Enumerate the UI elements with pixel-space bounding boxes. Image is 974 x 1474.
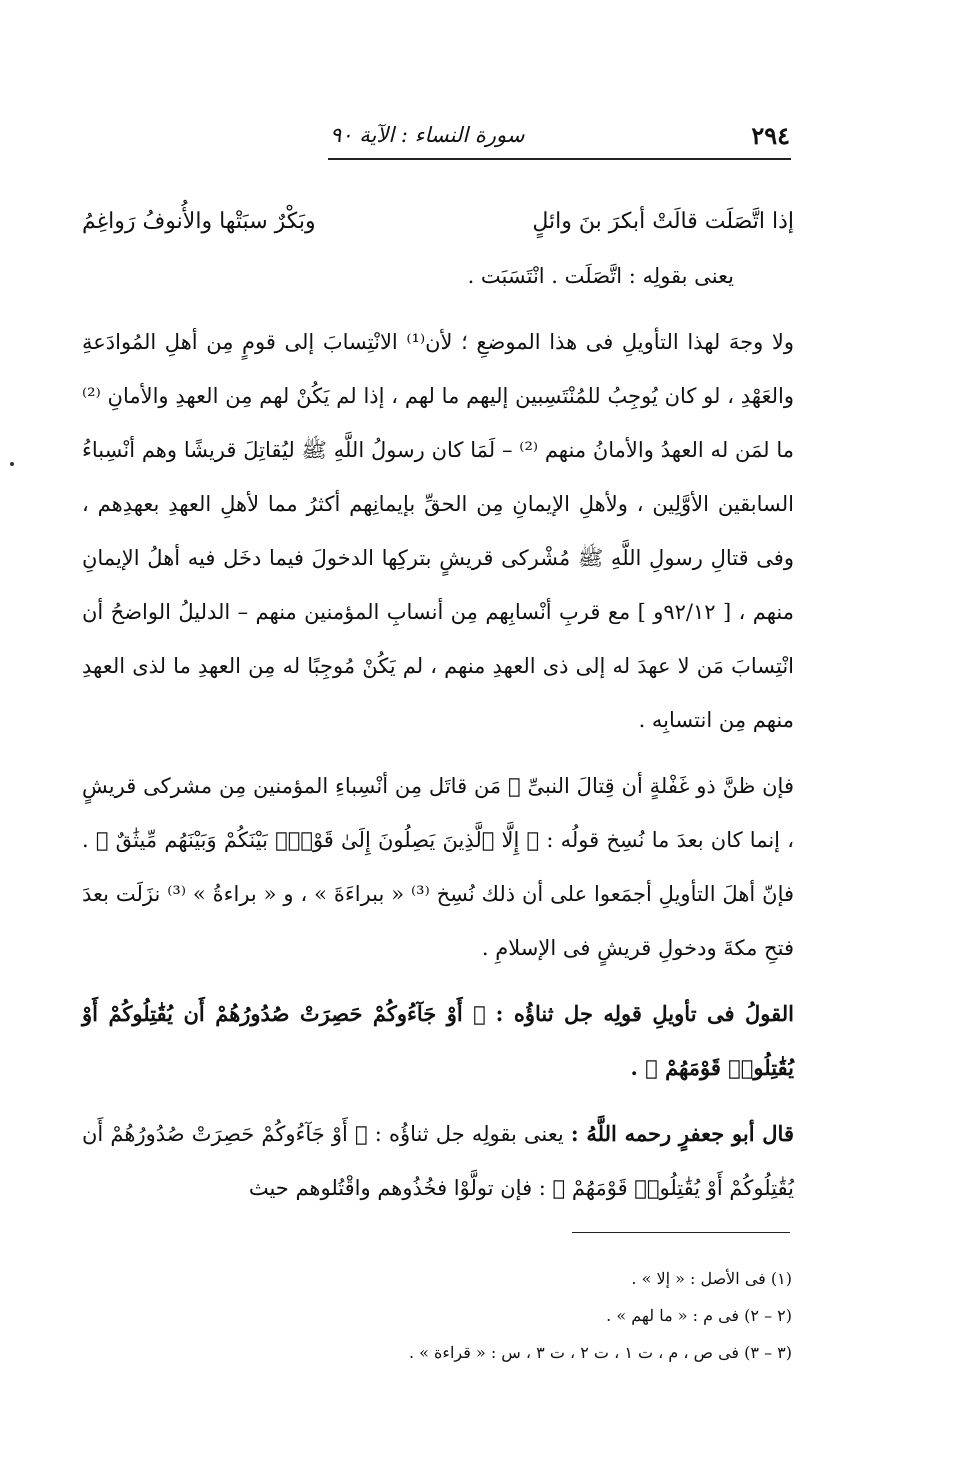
paragraph: ولا وجهَ لهذا التأويلِ فى هذا الموضعِ ؛ لأن⁽¹⁾ الانْتِسابَ إلى قومٍ مِن أهلِ المُوادَعةِ والعَهْدِ ، لو كان يُوجِبُ للمُنْتَسِبين إليهم ما لهم ، إذا لم يَكُنْ لهم مِن العهدِ والأمانِ ⁽²⁾ ما لمَن له العهدُ والأمانُ منهم ⁽²⁾ – لَمَا كان رسولُ اللَّهِ ﷺ ليُقاتِلَ قريشًا وهم أنْسِباءُ السابقين الأوَّلِين ، ولأهلِ الإيمانِ مِن الحقِّ بإيمانِهم أكثرُ مما لأهلِ العهدِ بعهدِهم ، وفى قتالِ رسولِ اللَّهِ ﷺ مُشْركى قريشٍ بتركِها الدخولَ فيما دخَل فيه أهلُ الإيمانِ منهم ، [ ٩٢/١٢و ] مع قربِ أنْسابِهم مِن أنسابِ المؤمنين منهم – الدليلُ الواضحُ أن انْتِسابَ مَن لا عهدَ له إلى ذى العهدِ منهم ، لم يَكُنْ مُوجِبًا له مِن العهدِ ما لذى العهدِ منهم مِن انتسابِه . — [82, 330, 794, 732]
section-heading-label: القولُ فى تأويلِ قولِه جل ثناؤُه : — [495, 1001, 794, 1026]
page-header — [330, 115, 790, 155]
section-heading — [82, 987, 794, 1095]
page-number: ٢٩٤ — [751, 120, 790, 150]
section-heading-quote: ﴿ أَوْ جَآءُوكُمْ حَصِرَتْ صُدُورُهُمْ أَن يُقَٰتِلُوكُمْ أَوْ يُقَٰتِلُوا۟ قَوْمَهُمْ ﴾ . — [82, 1001, 794, 1080]
header-rule — [328, 158, 791, 160]
verse-second-hemistich: وبَكْرٌ سبَتْها والأُنوفُ رَواغِمُ — [82, 209, 316, 234]
footnote: (١) فى الأصل : « إلا » . — [631, 1269, 792, 1288]
closing-paragraph — [82, 1107, 794, 1215]
footnote: (٢ – ٢) فى م : « ما لهم » . — [606, 1306, 792, 1325]
footnote: (٣ – ٣) فى ص ، م ، ت ١ ، ت ٢ ، ت ٣ ، س : « قراءة » . — [408, 1343, 792, 1362]
verse-explanation: يعنى بقولِه : اتَّصَلَت . انْتَسَبَت . — [467, 264, 734, 288]
closing-text: يعنى بقولِه جل ثناؤُه : ﴿ أَوْ جَآءُوكُمْ حَصِرَتْ صُدُورُهُمْ أَن يُقَٰتِلُوكُمْ أَوْ يُقَٰتِلُوا۟ قَوْمَهُمْ ﴾ : فإن تولَّوْا فخُذُوهم واقْتُلوهم حيث — [82, 1122, 794, 1200]
verse-first-hemistich: إذا اتَّصَلَت قالَتْ أبكرَ بنَ وائلٍ — [532, 209, 794, 234]
paragraph: فإن ظنَّ ذو غَفْلةٍ أن قِتالَ النبىِّ ﷺ مَن قاتَل مِن أنْسِباءِ المؤمنين مِن مشركى قريشٍ ، إنما كان بعدَ ما نُسِخ قولُه : ﴿ إِلَّا ٱلَّذِينَ يَصِلُونَ إِلَىٰ قَوْمٍۭ بَيْنَكُمْ وَبَيْنَهُم مِّيثَٰقٌ ﴾ . فإنّ أهلَ التأويلِ أجمَعوا على أن ذلك نُسِخ ⁽³⁾ « ببراءَةَ » ، و « براءةُ » ⁽³⁾ نزَلَت بعدَ فتحِ مكةَ ودخولِ قريشٍ فى الإسلامِ . — [82, 774, 795, 960]
footnote-rule — [572, 1232, 790, 1233]
running-title: سورة النساء : الآية ٩٠ — [330, 123, 525, 147]
scan-mark — [10, 462, 14, 466]
main-text — [82, 195, 794, 1227]
speaker-label: قال أبو جعفرٍ رحمه اللَّهُ : — [570, 1121, 794, 1146]
poetry-verse — [82, 195, 794, 249]
footnotes — [380, 1260, 792, 1371]
